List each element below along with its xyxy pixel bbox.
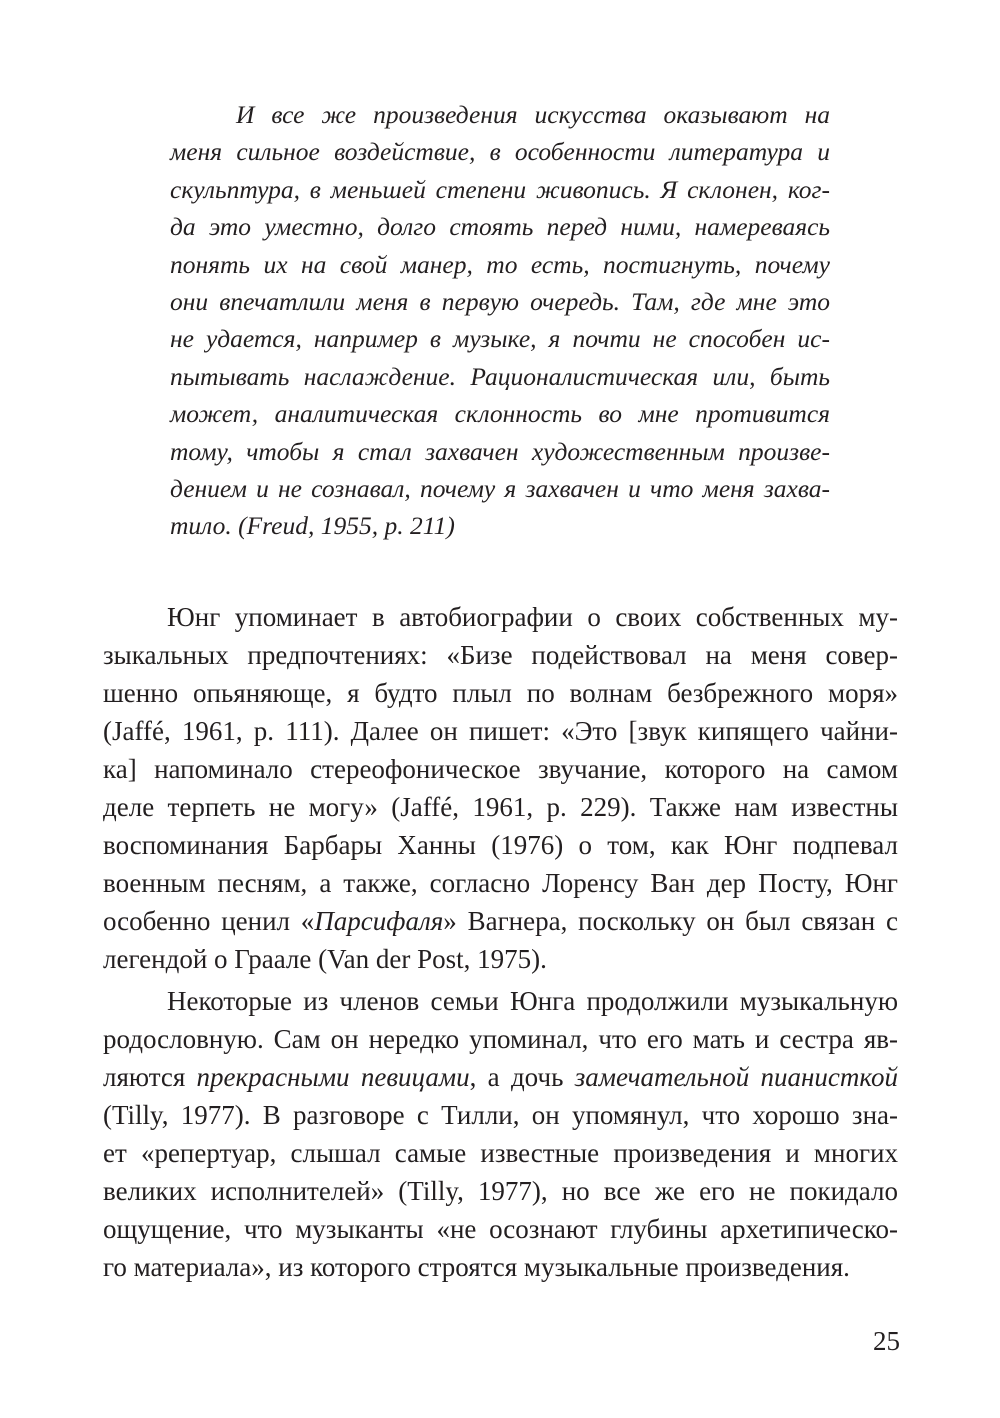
paragraph-line: легендой о Граале (Van der Post, 1975).	[103, 944, 547, 974]
paragraph-family-musicians	[103, 982, 898, 1286]
italic-phrase: прекрасными певицами	[196, 1062, 470, 1092]
paragraph-line: Некоторые из членов семьи Юнга продолжили музыкальную	[167, 986, 898, 1016]
paragraph-line: военным песням, а также, согласно Лоренсу Ван дер Посту, Юнг	[103, 868, 898, 898]
italic-title-parsifal: Парсифаля	[314, 906, 444, 936]
quote-line: меня сильное воздействие, в особенности литература и	[170, 137, 830, 167]
paragraph-jung-preferences	[103, 598, 898, 978]
quote-line: дением и не сознавал, почему я захвачен и что меня захва-	[170, 474, 830, 504]
paragraph-line: (Jaffé, 1961, p. 111). Далее он пишет: «Это [звук кипящего чайни-	[103, 716, 898, 746]
quote-line: пытывать наслаждение. Рационалистическая или, быть	[170, 361, 830, 391]
text-run: ляются	[103, 1062, 197, 1092]
paragraph-line: родословную. Сам он нередко упоминал, что его мать и сестра яв-	[103, 1024, 898, 1054]
paragraph-line: го материала», из которого строятся музыкальные произведения.	[103, 1252, 850, 1282]
text-run: , а дочь	[469, 1062, 575, 1092]
paragraph-line: шенно опьяняюще, я будто плыл по волнам безбрежного моря»	[103, 678, 898, 708]
italic-phrase: замечательной пианисткой	[574, 1062, 898, 1092]
quote-citation-line: тило. (Freud, 1955, p. 211)	[170, 511, 455, 541]
quote-line: они впечатлили меня в первую очередь. Там, где мне это	[170, 287, 830, 317]
quote-line: скульптура, в меньшей степени живопись. Я склонен, ког-	[170, 174, 830, 204]
paragraph-line: ка] напоминало стереофоническое звучание, которого на самом	[103, 754, 898, 784]
paragraph-line: зыкальных предпочтениях: «Бизе подействовал на меня совер-	[103, 640, 898, 670]
paragraph-line: деле терпеть не могу» (Jaffé, 1961, p. 229). Также нам известны	[103, 792, 898, 822]
text-run: » Вагнера, поскольку он был связан с	[443, 906, 898, 936]
paragraph-line	[103, 902, 898, 940]
paragraph-line: великих исполнителей» (Tilly, 1977), но все же его не покидало	[103, 1176, 898, 1206]
block-quote	[170, 96, 830, 545]
page-number: 25	[873, 1326, 900, 1356]
paragraph-line: ощущение, что музыканты «не осознают глубины архетипическо-	[103, 1214, 898, 1244]
quote-line: понять их на свой манер, то есть, постигнуть, почему	[170, 249, 830, 279]
paragraph-line	[103, 1058, 898, 1096]
quote-line: тому, чтобы я стал захвачен художественным произве-	[170, 436, 830, 466]
paragraph-line: (Tilly, 1977). В разговоре с Тилли, он упомянул, что хорошо зна-	[103, 1100, 898, 1130]
text-run: особенно ценил «	[103, 906, 315, 936]
paragraph-line: Юнг упоминает в автобиографии о своих собственных му-	[167, 602, 898, 632]
quote-line: не удается, например в музыке, я почти не способен ис-	[170, 324, 830, 354]
paragraph-line: воспоминания Барбары Ханны (1976) о том, как Юнг подпевал	[103, 830, 898, 860]
paragraph-line: ет «репертуар, слышал самые известные произведения и многих	[103, 1138, 898, 1168]
quote-line: да это уместно, долго стоять перед ними, намереваясь	[170, 212, 830, 242]
quote-line: может, аналитическая склонность во мне противится	[170, 399, 830, 429]
quote-line: И все же произведения искусства оказывают на	[236, 100, 830, 129]
